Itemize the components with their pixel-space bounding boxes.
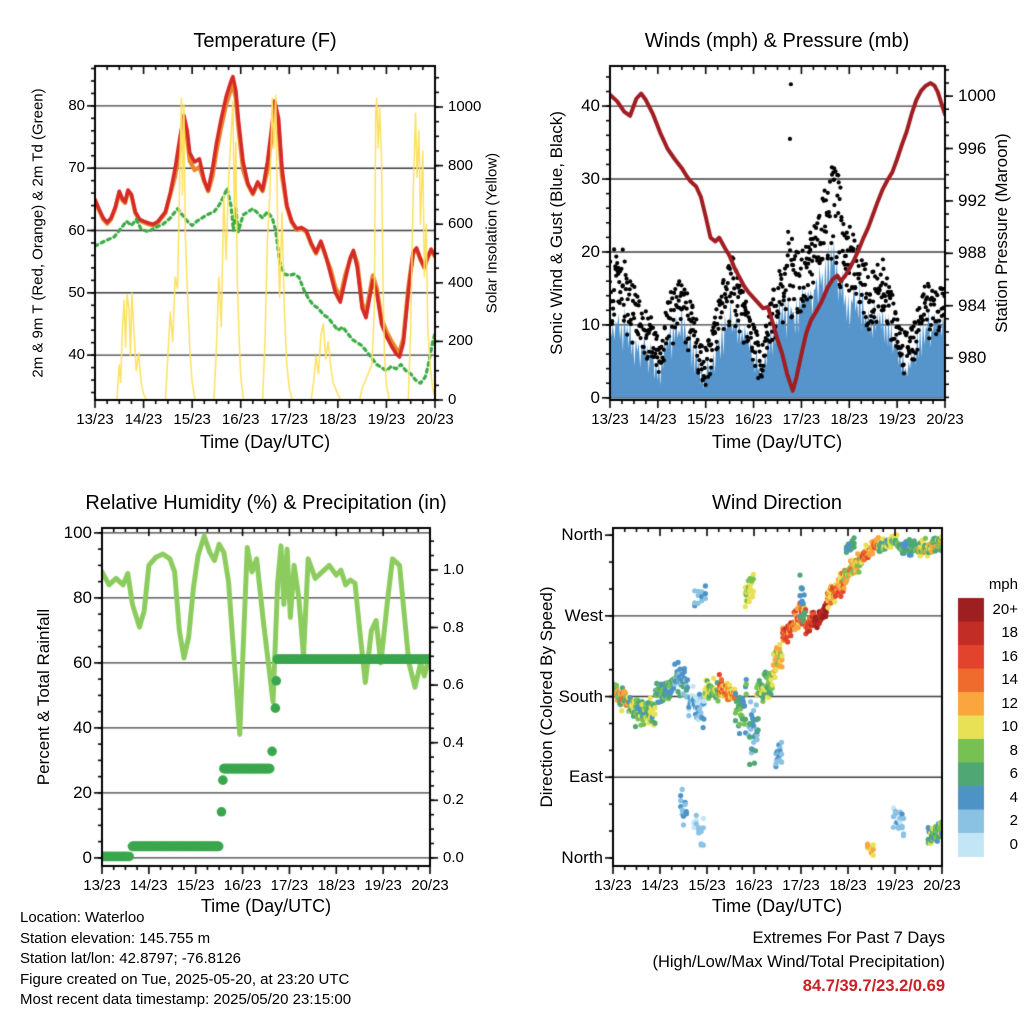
extremes-title: Extremes For Past 7 Days bbox=[752, 929, 945, 947]
x-tick-rh_precip: 18/23 bbox=[317, 877, 356, 894]
axis-label-direction-left: Direction (Colored By Speed) bbox=[537, 586, 556, 808]
y-tick-left-rh_precip: 100 bbox=[63, 522, 92, 542]
x-tick-rh_precip: 14/23 bbox=[130, 877, 168, 894]
x-tick-rh_precip: 15/23 bbox=[176, 877, 215, 894]
y-tick-right-winds_pressure: 1000 bbox=[958, 86, 996, 106]
y-tick-left-temperature: 80 bbox=[68, 96, 85, 114]
x-tick-wind_direction: 15/23 bbox=[688, 877, 726, 894]
y-tick-left-rh_precip: 20 bbox=[73, 782, 92, 802]
y-tick-right-rh_precip: 0.6 bbox=[443, 676, 464, 694]
panel-title-wind-direction: Wind Direction bbox=[711, 492, 843, 514]
y-tick-left-wind_direction: East bbox=[568, 767, 603, 787]
y-tick-left-wind_direction: North bbox=[561, 847, 603, 867]
y-tick-right-temperature: 400 bbox=[448, 273, 474, 291]
y-tick-right-temperature: 800 bbox=[448, 156, 474, 174]
y-tick-right-temperature: 0 bbox=[448, 391, 457, 408]
station-info bbox=[20, 908, 351, 1011]
extremes-values: 84.7/39.7/23.2/0.69 bbox=[802, 977, 945, 995]
x-tick-winds_pressure: 19/23 bbox=[878, 411, 916, 428]
x-tick-rh_precip: 13/23 bbox=[83, 877, 121, 894]
x-tick-wind_direction: 20/23 bbox=[923, 877, 961, 894]
x-tick-winds_pressure: 17/23 bbox=[782, 411, 821, 428]
panel-title-winds-pressure: Winds (mph) & Pressure (mb) bbox=[644, 30, 910, 52]
extremes-subtitle: (High/Low/Max Wind/Total Precipitation) bbox=[652, 953, 945, 971]
y-tick-right-temperature: 600 bbox=[448, 215, 474, 233]
y-tick-right-temperature: 1000 bbox=[448, 98, 482, 116]
y-tick-right-winds_pressure: 992 bbox=[958, 190, 987, 210]
y-tick-left-rh_precip: 80 bbox=[73, 587, 92, 607]
x-tick-rh_precip: 17/23 bbox=[270, 877, 309, 894]
x-tick-wind_direction: 19/23 bbox=[876, 877, 914, 894]
colorbar-label: 10 bbox=[1001, 718, 1018, 736]
y-tick-right-rh_precip: 0.4 bbox=[443, 733, 464, 751]
y-tick-right-rh_precip: 0.2 bbox=[443, 791, 464, 809]
y-tick-left-winds_pressure: 40 bbox=[581, 96, 600, 116]
y-tick-right-winds_pressure: 988 bbox=[958, 243, 987, 263]
colorbar-label: 6 bbox=[1009, 765, 1018, 783]
x-tick-winds_pressure: 20/23 bbox=[926, 411, 964, 428]
y-tick-left-winds_pressure: 20 bbox=[581, 241, 600, 261]
x-tick-wind_direction: 14/23 bbox=[641, 877, 679, 894]
axis-label-pressure-right: Station Pressure (Maroon) bbox=[992, 133, 1011, 333]
y-tick-left-rh_precip: 60 bbox=[73, 652, 92, 672]
colorbar-label: 4 bbox=[1009, 788, 1018, 806]
colorbar-label: 12 bbox=[1001, 694, 1018, 712]
y-tick-right-winds_pressure: 980 bbox=[958, 348, 987, 368]
colorbar-label: 0 bbox=[1009, 835, 1018, 853]
y-tick-left-wind_direction: West bbox=[564, 605, 603, 625]
y-tick-left-wind_direction: South bbox=[558, 686, 603, 706]
station-latlon: Station lat/lon: 42.8797; -76.8126 bbox=[20, 950, 242, 967]
x-tick-temperature: 14/23 bbox=[124, 411, 163, 428]
x-tick-temperature: 20/23 bbox=[416, 411, 454, 428]
figure-created: Figure created on Tue, 2025-05-20, at 23:20 UTC bbox=[20, 970, 350, 988]
y-tick-right-rh_precip: 1.0 bbox=[443, 560, 464, 578]
station-location: Location: Waterloo bbox=[20, 909, 145, 926]
y-tick-right-rh_precip: 0.8 bbox=[443, 618, 464, 636]
colorbar-label: 8 bbox=[1009, 741, 1018, 759]
y-tick-left-temperature: 70 bbox=[68, 159, 85, 177]
axis-label-wind-left: Sonic Wind & Gust (Blue, Black) bbox=[547, 111, 566, 355]
x-tick-temperature: 13/23 bbox=[76, 411, 114, 428]
y-tick-left-temperature: 40 bbox=[68, 346, 85, 364]
panel-title-temperature: Temperature (F) bbox=[193, 30, 337, 52]
y-tick-left-temperature: 60 bbox=[68, 221, 85, 239]
x-tick-winds_pressure: 16/23 bbox=[734, 411, 773, 428]
station-elevation: Station elevation: 145.755 m bbox=[20, 929, 211, 947]
x-tick-winds_pressure: 13/23 bbox=[591, 411, 629, 428]
colorbar-label: 20+ bbox=[992, 600, 1018, 618]
x-tick-wind_direction: 17/23 bbox=[782, 877, 820, 894]
colorbar-label: 16 bbox=[1001, 647, 1018, 665]
x-tick-wind_direction: 18/23 bbox=[829, 877, 867, 894]
colorbar-title: mph bbox=[988, 576, 1018, 593]
x-tick-wind_direction: 13/23 bbox=[594, 877, 632, 894]
x-tick-rh_precip: 19/23 bbox=[364, 877, 402, 894]
colorbar-label: 18 bbox=[1001, 624, 1018, 642]
y-tick-right-winds_pressure: 984 bbox=[958, 295, 987, 315]
x-tick-winds_pressure: 14/23 bbox=[639, 411, 677, 428]
y-tick-left-temperature: 50 bbox=[68, 283, 85, 301]
y-tick-left-winds_pressure: 30 bbox=[581, 169, 600, 189]
x-tick-temperature: 15/23 bbox=[173, 411, 211, 428]
colorbar-label: 2 bbox=[1009, 812, 1018, 830]
x-tick-rh_precip: 16/23 bbox=[223, 877, 262, 894]
x-tick-temperature: 18/23 bbox=[319, 411, 357, 428]
y-tick-left-rh_precip: 40 bbox=[73, 717, 92, 737]
y-tick-left-winds_pressure: 0 bbox=[590, 387, 600, 407]
y-tick-right-temperature: 200 bbox=[448, 332, 474, 350]
y-tick-right-winds_pressure: 996 bbox=[958, 138, 987, 158]
xaxis-label-p3: Time (Day/UTC) bbox=[200, 896, 332, 916]
y-tick-left-rh_precip: 0 bbox=[82, 847, 92, 867]
axis-label-solar-right: Solar Insolation (Yellow) bbox=[483, 152, 501, 314]
axis-label-percent-left: Percent & Total Rainfall bbox=[34, 608, 53, 786]
x-tick-wind_direction: 16/23 bbox=[735, 877, 773, 894]
y-tick-left-wind_direction: North bbox=[561, 525, 603, 545]
axis-label-temperature-left: 2m & 9m T (Red, Orange) & 2m Td (Green) bbox=[29, 88, 47, 378]
x-tick-winds_pressure: 15/23 bbox=[686, 411, 725, 428]
y-tick-left-winds_pressure: 10 bbox=[581, 314, 600, 334]
x-tick-temperature: 17/23 bbox=[270, 411, 309, 428]
y-tick-right-rh_precip: 0.0 bbox=[443, 848, 464, 866]
xaxis-label-p4: Time (Day/UTC) bbox=[711, 896, 843, 916]
x-tick-temperature: 16/23 bbox=[221, 411, 260, 428]
xaxis-label-p2: Time (Day/UTC) bbox=[711, 432, 843, 452]
x-tick-rh_precip: 20/23 bbox=[411, 877, 449, 894]
x-tick-temperature: 19/23 bbox=[367, 411, 406, 428]
panel-title-rh-precip: Relative Humidity (%) & Precipitation (in) bbox=[85, 492, 447, 514]
xaxis-label-p1: Time (Day/UTC) bbox=[199, 432, 331, 452]
most-recent-timestamp: Most recent data timestamp: 2025/05/20 23:15:00 bbox=[20, 991, 352, 1008]
extremes-block bbox=[652, 926, 945, 998]
x-tick-winds_pressure: 18/23 bbox=[830, 411, 869, 428]
colorbar-label: 14 bbox=[1001, 671, 1018, 689]
